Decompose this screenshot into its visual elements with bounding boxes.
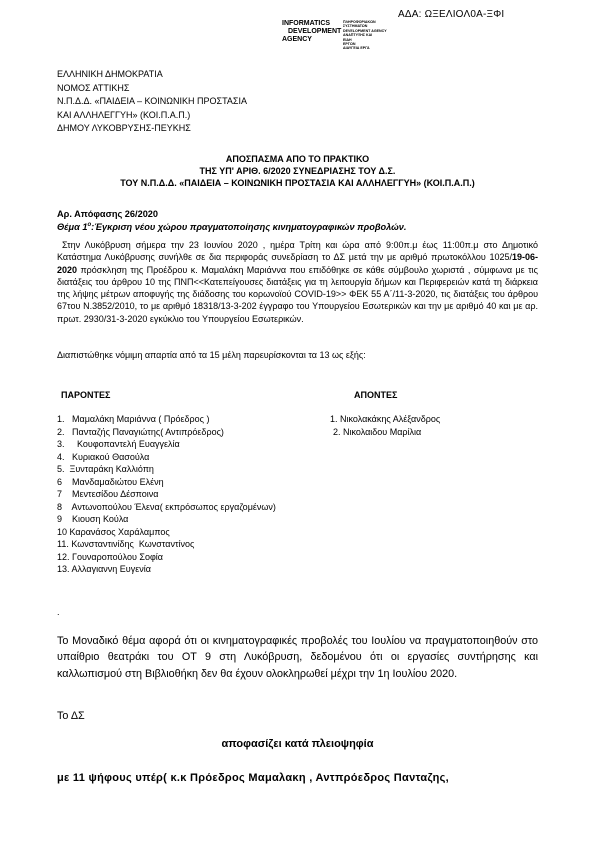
subject-sup: ο (87, 222, 92, 228)
logo-line: ΕΡΓΩΝ (343, 42, 356, 47)
subject-prefix: Θέμα 1 (57, 222, 88, 233)
document-title-line-3: ΤΟΥ Ν.Π.Δ.Δ. «ΠΑΙΔΕΙΑ – ΚΟΙΝΩΝΙΚΗ ΠΡΟΣΤΑΣΙΑ ΚΑΙ ΑΛΛΗΛΕΓΓΥΗ» (ΚΟΙ.Π.Α.Π.) (120, 178, 475, 188)
subject-line (57, 222, 406, 232)
decision-statement: αποφασίζει κατά πλειοψηφία (221, 738, 374, 750)
list-item: 9 Κιουση Κούλα (57, 514, 129, 524)
logo-line: ΣΥΣΤΗΜΑΤΩΝ (343, 24, 368, 29)
quorum-line: Διαπιστώθηκε νόμιμη απαρτία από τα 15 μέλη παρευρίσκονται τα 13 ως εξής: (57, 350, 366, 360)
board-label: Το ΔΣ (57, 710, 85, 722)
list-item: 1. Μαμαλάκη Μαριάννα ( Πρόεδρος ) (57, 414, 210, 424)
list-item: 2. Πανταζής Παναγιώτης( Αντιπρόεδρος) (57, 426, 224, 437)
list-item: 1. Νικολακάκης Αλέξανδρος (330, 414, 441, 424)
topic-paragraph: Το Μοναδικό θέμα αφορά ότι οι κινηματογραφικές προβολές του Ιουλίου να πραγματοποιηθούν στο υπαίθριο θεατράκι του ΟΤ 9 στη Λυκόβρυση, δεδομένου ότι οι εργασίες συντήρησης και καλλωπισμού στη Βιβλιοθήκη δεν θα έχουν ολοκληρωθεί μέχρι την 1η Ιουλίου 2020. (57, 635, 538, 680)
list-item: 6 Μανδαμαδιώτου Ελένη (57, 476, 164, 487)
list-item: 12. Γουναροπούλου Σοφία (57, 551, 164, 562)
ada-code: ΑΔΑ: ΩΞΕΛΙΟΛ0Α-ΞΦΙ (398, 9, 505, 20)
vote-line: με 11 ψήφους υπέρ( κ.κ Πρόεδρος Μαμαλακη , Αντπρόεδρος Πανταζης, (57, 772, 449, 784)
document-title-line-2: ΤΗΣ ΥΠ' ΑΡΙΘ. 6/2020 ΣΥΝΕΔΡΙΑΣΗΣ ΤΟΥ Δ.Σ. (199, 166, 396, 176)
header-line: ΔΗΜΟΥ ΛΥΚΟΒΡΥΣΗΣ-ΠΕΥΚΗΣ (57, 123, 191, 133)
logo-line: INFORMATICS (282, 20, 331, 27)
logo-line: ΔΙΑΥΓΕΙΑ ΕΡΓΑ (343, 46, 370, 51)
present-list (57, 413, 276, 576)
diavgeia-logo (282, 20, 402, 51)
decision-number: Αρ. Απόφασης 26/2020 (57, 209, 159, 219)
list-item: 13. Αλλαγιαννη Ευγενία (57, 564, 151, 574)
logo-line: DEVELOPMENT (288, 28, 342, 35)
header-line: Ν.Π.Δ.Δ. «ΠΑΙΔΕΙΑ – ΚΟΙΝΩΝΙΚΗ ΠΡΟΣΤΑΣΙΑ (57, 96, 247, 106)
list-item: 10 Καρανάσος Χαράλαμπος (57, 526, 170, 537)
absent-list (330, 413, 440, 438)
list-item: 8 Αντωνοπούλου Έλενα( εκπρόσωπος εργαζομένων) (57, 501, 276, 512)
logo-gr-text (343, 20, 387, 51)
intro-text-a: Στην Λυκόβρυση σήμερα την 23 Ιουνίου 2020 , ημέρα Τρίτη και ώρα από 9:00π.μ έως 11:00π.μ στο Δημοτικό Κατάστημα Λυκόβρυσης συνήλθε σε δια περιφοράς συνεδρίαση το ΔΣ μετά την με αριθμό πρωτοκόλλου 1025/ (57, 240, 538, 263)
logo-line: ΕΙΔΗ (343, 37, 352, 42)
logo-line: AGENCY (282, 36, 312, 43)
list-item: 5. Ξυνταράκη Καλλιόπη (57, 464, 154, 474)
list-item: 3. Κουφοπαντελή Ευαγγελία (57, 439, 180, 449)
list-item: 2. Νικολαιδου Μαρίλια (333, 426, 422, 437)
list-item: 11. Κωνσταντινίδης Κωνσταντίνος (57, 539, 195, 549)
organization-header (57, 68, 247, 136)
logo-line: ΑΝΑΠΤΥΞΗΣ ΚΑΙ (343, 33, 373, 38)
intro-text-b: πρόσκληση της Προέδρου κ. Μαμαλάκη Μαριάννα που επιδόθηκε σε κάθε σύμβουλο χωριστά , σύμφωνα με τις διατάξεις του άρθρου 10 της ΠΝΠ<<Κατεπείγουσες διατάξεις για τη λειτουργία δήμων και Περιφερειών κατά τη διάρκεια της λήψης μέτρων αποφυγής της διάδοσης του κορωνοϊού COVID-19>> ΦΕΚ 55 Α΄/11-3-2020, τις διατάξεις του άρθρου 67του Ν.3852/2010, το με αριθμό 18318/13-3-202 έγγραφο του Υπουργείου Εσωτερικών και την με αριθμό 40 και με αρ. πρωτ. 2930/31-3-2020 εγκύκλιο του Υπουργείου Εσωτερικών. (57, 264, 538, 324)
list-item: 7 Μεντεσίδου Δέσποινα (57, 489, 159, 499)
absent-header: ΑΠΟΝΤΕΣ (354, 390, 398, 400)
intro-paragraph (57, 239, 538, 325)
list-item: 4. Κυριακού Θασούλα (57, 451, 150, 462)
header-line: ΕΛΛΗΝΙΚΗ ΔΗΜΟΚΡΑΤΙΑ (57, 69, 163, 79)
logo-line: ΠΛΗΡΟΦΟΡΙΑΚΩΝ (343, 20, 376, 24)
present-header: ΠΑΡΟΝΤΕΣ (61, 390, 111, 400)
list-end-dot: . (57, 607, 60, 617)
document-title: ΑΠΟΣΠΑΣΜΑ ΑΠΟ ΤΟ ΠΡΑΚΤΙΚΟ (225, 154, 370, 164)
intro-date: 19-06-2020 (57, 252, 538, 275)
logo-en-text (282, 20, 341, 44)
subject-text: :Έγκριση νέου χώρου πραγματοποίησης κινηματογραφικών προβολών. (91, 222, 407, 233)
header-line: ΚΑΙ ΑΛΛΗΛΕΓΓΥΗ» (ΚΟΙ.Π.Α.Π.) (57, 109, 191, 120)
header-line: ΝΟΜΟΣ ΑΤΤΙΚΗΣ (57, 82, 130, 93)
logo-line: DEVELOPMENT AGENCY (343, 28, 387, 33)
